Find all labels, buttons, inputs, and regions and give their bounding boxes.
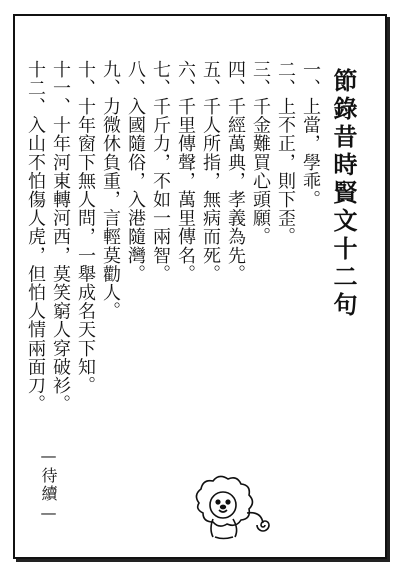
line-9: 九、力微休負重，言輕莫勸人。	[100, 60, 121, 321]
line-7: 七、千斤力，不如一兩智。	[150, 60, 171, 284]
line-6: 六、千里傳聲，萬里傳名。	[175, 60, 196, 284]
line-10: 十、十年窗下無人問，一舉成名天下知。	[75, 60, 96, 395]
line-5: 五、千人所指，無病而死。	[200, 60, 221, 284]
line-8: 八、入國隨俗，入港隨灣。	[125, 60, 146, 284]
to-be-continued-signature: —待續—	[39, 446, 58, 524]
line-11: 十一、十年河東轉河西，莫笑窮人穿破衫。	[50, 60, 71, 414]
line-3: 三、千金難買心頭願。	[250, 60, 271, 246]
title: 節錄昔時賢文十二句	[329, 68, 358, 320]
line-1: 一、上當，學乖。	[300, 60, 321, 209]
lion-cartoon-icon	[185, 473, 285, 541]
bordered-frame	[13, 14, 387, 559]
line-2: 二、上不正，則下歪。	[275, 60, 296, 246]
line-12: 十二、入山不怕傷人虎，但怕人情兩面刀。	[25, 60, 46, 414]
line-4: 四、千經萬典，孝義為先。	[225, 60, 246, 284]
